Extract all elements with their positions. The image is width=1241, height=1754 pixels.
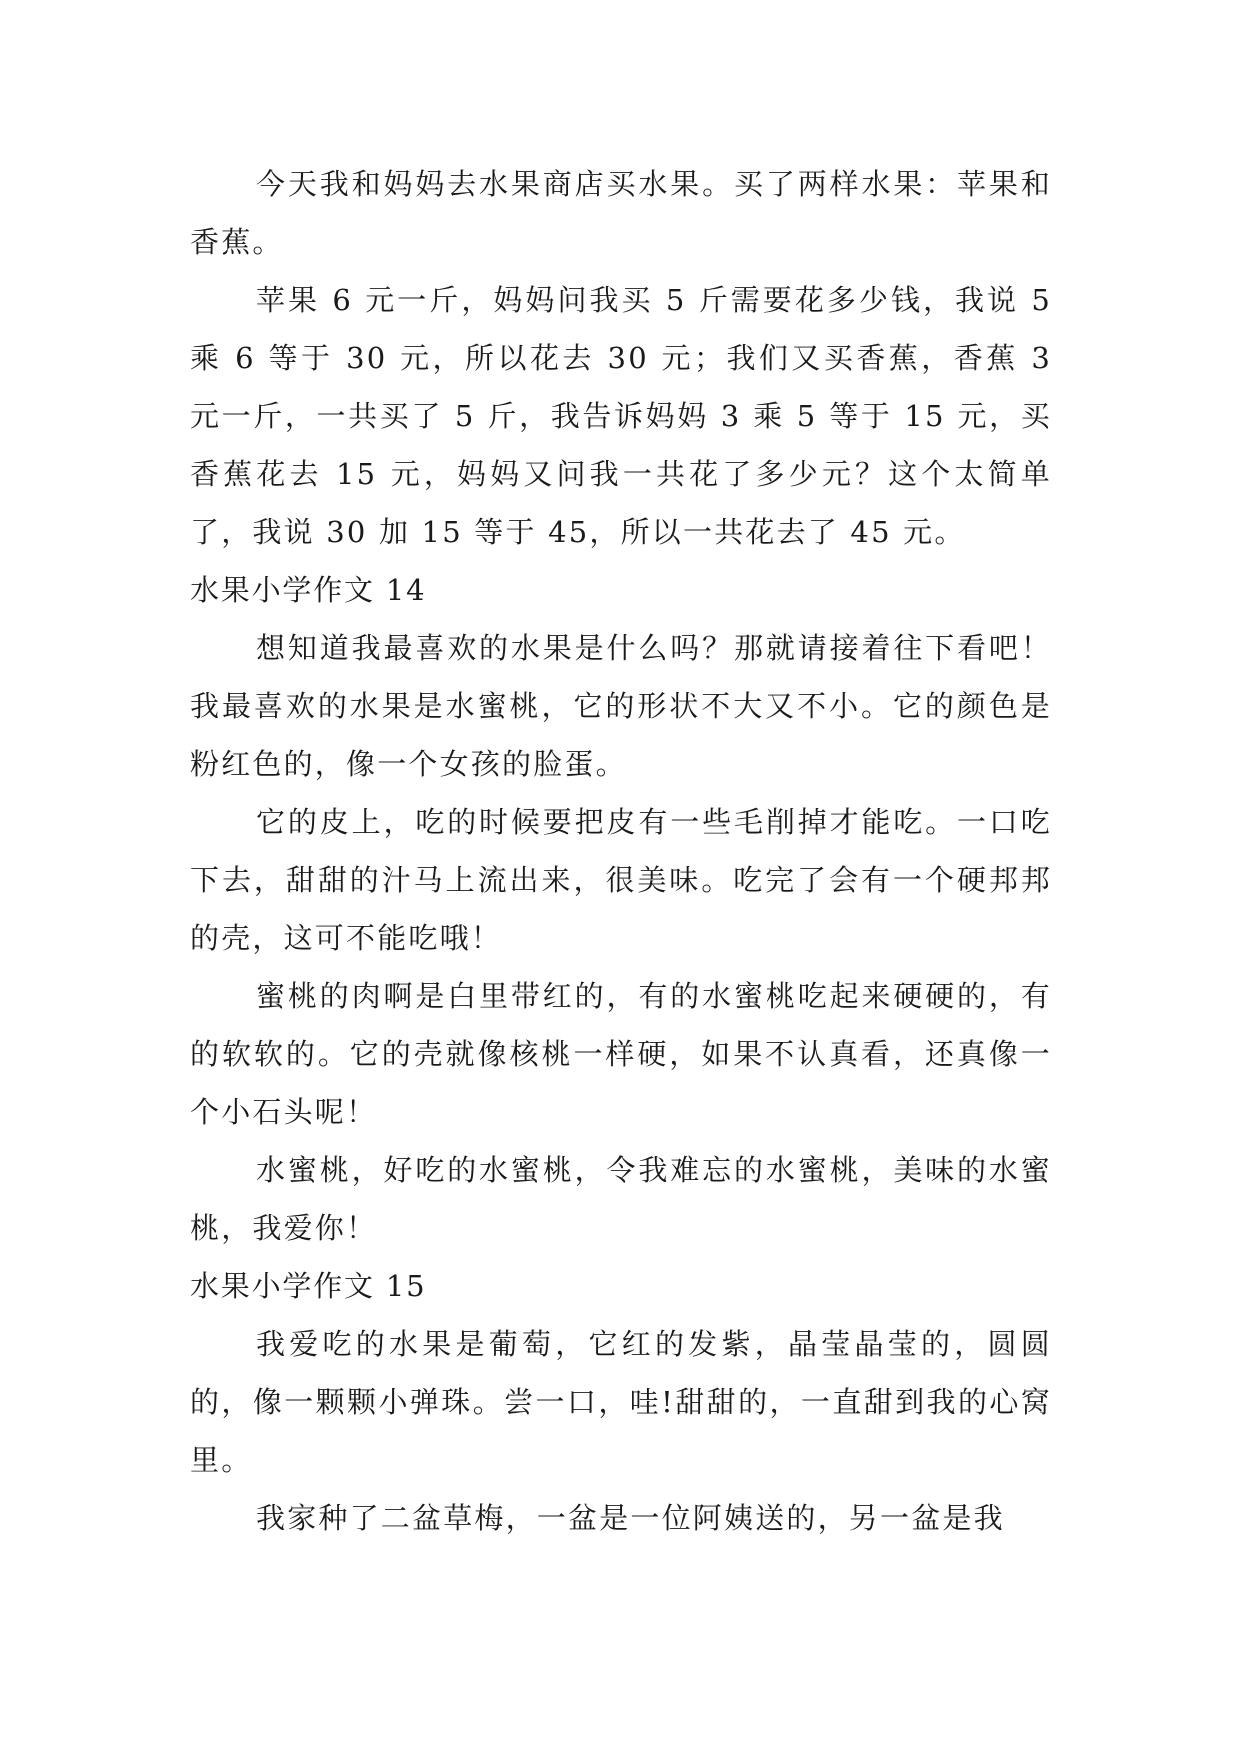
essay-heading-14: 水果小学作文 14 <box>190 573 427 607</box>
paragraph-peach-intro: 想知道我最喜欢的水果是什么吗？那就请接着往下看吧！我最喜欢的水果是水蜜桃，它的形状不大又不小。它的颜色是粉红色的，像一个女孩的脸蛋。 <box>190 631 1052 781</box>
paragraph-peach-conclusion: 水蜜桃，好吃的水蜜桃，令我难忘的水蜜桃，美味的水蜜桃，我爱你！ <box>190 1153 1052 1245</box>
paragraph-peach-flesh: 蜜桃的肉啊是白里带红的，有的水蜜桃吃起来硬硬的，有的软软的。它的壳就像核桃一样硬，如果不认真看，还真像一个小石头呢！ <box>190 979 1052 1129</box>
paragraph-grape-intro: 我爱吃的水果是葡萄，它红的发紫，晶莹晶莹的，圆圆的，像一颗颗小弹珠。尝一口，哇!甜甜的，一直甜到我的心窝里。 <box>190 1327 1052 1477</box>
essay-heading-15: 水果小学作文 15 <box>190 1269 427 1303</box>
paragraph-peach-skin: 它的皮上，吃的时候要把皮有一些毛削掉才能吃。一口吃下去，甜甜的汁马上流出来，很美味。吃完了会有一个硬邦邦的壳，这可不能吃哦！ <box>190 805 1052 955</box>
paragraph-fruit-math: 苹果 6 元一斤，妈妈问我买 5 斤需要花多少钱，我说 5 乘 6 等于 30 元，所以花去 30 元；我们又买香蕉，香蕉 3 元一斤，一共买了 5 斤，我告诉妈妈 3 乘 5 等于 15 元，买香蕉花去 15 元，妈妈又问我一共花了多少元？这个太简单了，我说 30 加 15 等于 45，所以一共花去了 45 元。 <box>190 283 1052 549</box>
paragraph-fruit-shopping-intro: 今天我和妈妈去水果商店买水果。买了两样水果：苹果和香蕉。 <box>190 167 1052 259</box>
paragraph-strawberry: 我家种了二盆草梅，一盆是一位阿姨送的，另一盆是我 <box>256 1501 1005 1535</box>
document-page <box>190 155 1052 1547</box>
